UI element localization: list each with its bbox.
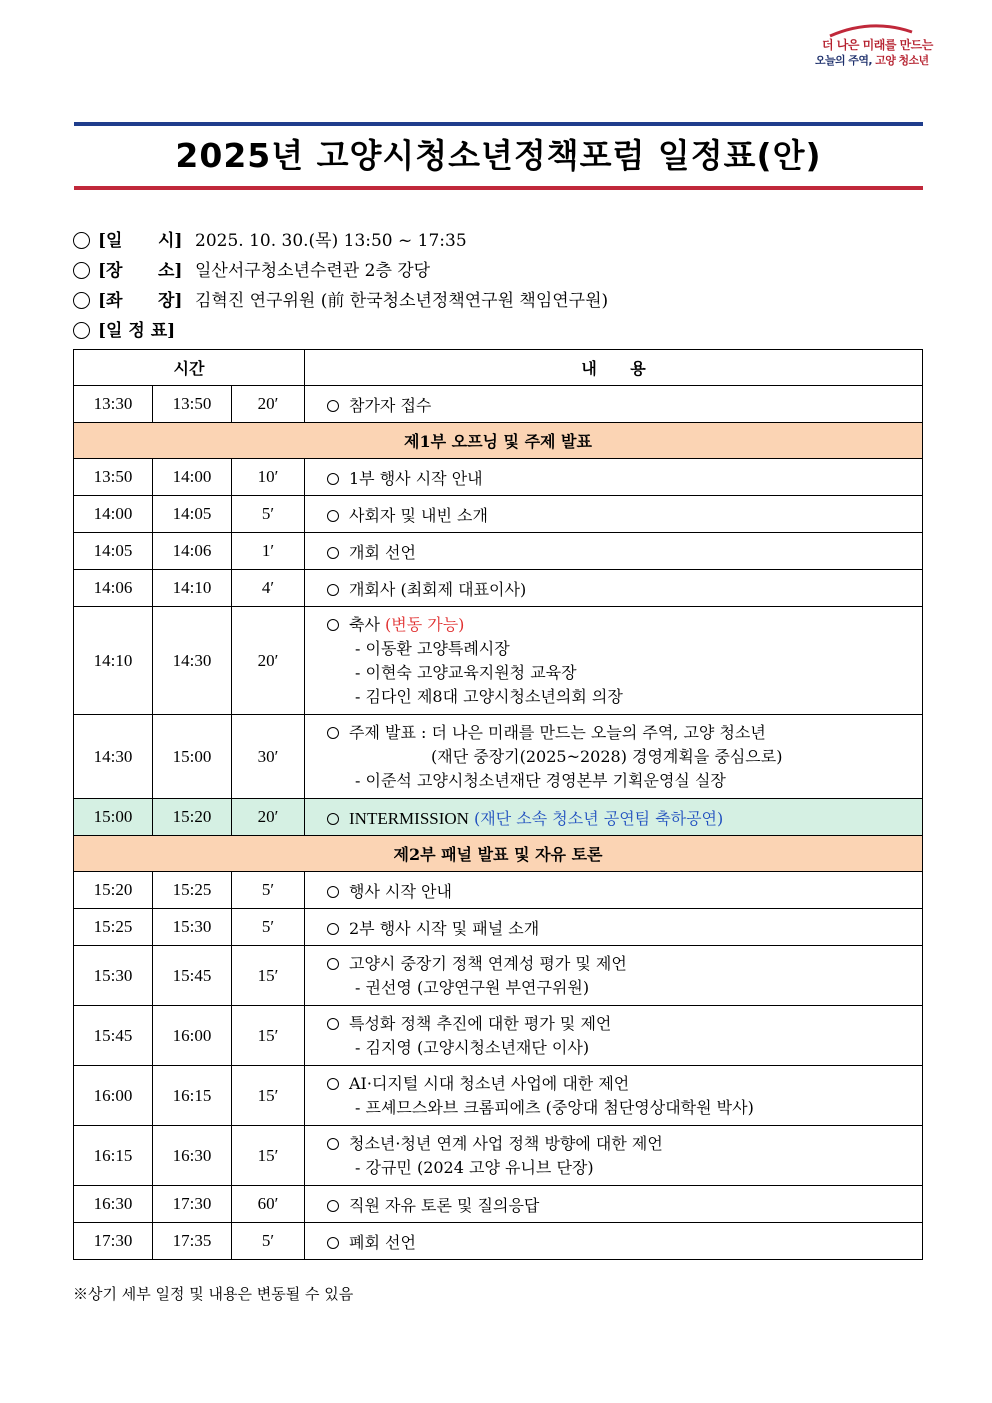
circle-bullet-icon: [327, 727, 339, 739]
circle-bullet-icon: [73, 232, 90, 249]
circle-bullet-icon: [327, 886, 339, 898]
circle-bullet-icon: [327, 1237, 339, 1249]
header-time: 시간: [74, 350, 305, 386]
circle-bullet-icon: [327, 584, 339, 596]
table-row: 14:06 14:10 4′ 개회사 (최회제 대표이사): [74, 570, 923, 607]
logo-slogan-bottom: 오늘의 주역, 고양 청소년: [815, 54, 929, 67]
schedule-table: [73, 349, 923, 1260]
table-row: 16:30 17:30 60′ 직원 자유 토론 및 질의응답: [74, 1186, 923, 1223]
circle-bullet-icon: [327, 1200, 339, 1212]
circle-bullet-icon: [327, 510, 339, 522]
section-header-2: 제2부 패널 발표 및 자유 토론: [74, 836, 923, 872]
table-row: 15:25 15:30 5′ 2부 행사 시작 및 패널 소개: [74, 909, 923, 946]
circle-bullet-icon: [327, 813, 339, 825]
header-content: 내 용: [305, 350, 923, 386]
circle-bullet-icon: [327, 923, 339, 935]
info-schedule: [일 정 표]: [73, 316, 195, 341]
table-row: 13:50 14:00 10′ 1부 행사 시작 안내: [74, 459, 923, 496]
table-row: 16:00 16:15 15′ AI·디지털 시대 청소년 사업에 대한 제언 - 프셰므스와브 크롬피에츠 (중앙대 첨단영상대학원 박사): [74, 1066, 923, 1126]
table-row: 15:30 15:45 15′ 고양시 중장기 정책 연계성 평가 및 제언 - 권선영 (고양연구원 부연구위원): [74, 946, 923, 1006]
table-row: 13:30 13:50 20′ 참가자 접수: [74, 386, 923, 423]
circle-bullet-icon: [73, 262, 90, 279]
table-row: 15:20 15:25 5′ 행사 시작 안내: [74, 872, 923, 909]
table-row-intermission: 15:00 15:20 20′ INTERMISSION (재단 소속 청소년 공연팀 축하공연): [74, 799, 923, 836]
circle-bullet-icon: [327, 1078, 339, 1090]
section-header-1: 제1부 오프닝 및 주제 발표: [74, 423, 923, 459]
table-row-congrats: 14:10 14:30 20′ 축사 (변동 가능) - 이동환 고양특례시장 - 이현숙 고양교육지원청 교육장 - 김다인 제8대 고양시청소년의회 의장: [74, 607, 923, 715]
table-row: 14:05 14:06 1′ 개회 선언: [74, 533, 923, 570]
info-venue: [장 소] 일산서구청소년수련관 2층 강당: [73, 256, 430, 281]
circle-bullet-icon: [73, 292, 90, 309]
circle-bullet-icon: [327, 473, 339, 485]
footnote: ※상기 세부 일정 및 내용은 변동될 수 있음: [73, 1285, 354, 1303]
page-title: 2025년 고양시청소년정책포럼 일정표(안): [175, 136, 822, 175]
table-row: 15:45 16:00 15′ 특성화 정책 추진에 대한 평가 및 제언 - 김지영 (고양시청소년재단 이사): [74, 1006, 923, 1066]
circle-bullet-icon: [327, 400, 339, 412]
circle-bullet-icon: [73, 322, 90, 339]
table-row-keynote: 14:30 15:00 30′ 주제 발표 : 더 나은 미래를 만드는 오늘의 주역, 고양 청소년 (재단 중장기(2025~2028) 경영계획을 중심으로) - 이준석 고양시청소년재단 경영본부 기획운영실 실장: [74, 715, 923, 799]
table-header: [74, 350, 923, 386]
table-row: 16:15 16:30 15′ 청소년·청년 연계 사업 정책 방향에 대한 제언 - 강규민 (2024 고양 유니브 단장): [74, 1126, 923, 1186]
logo-slogan-top: 더 나은 미래를 만드는: [822, 38, 933, 52]
circle-bullet-icon: [327, 1018, 339, 1030]
circle-bullet-icon: [327, 619, 339, 631]
info-datetime: [일 시] 2025. 10. 30.(목) 13:50 ~ 17:35: [73, 226, 467, 251]
table-row: 17:30 17:35 5′ 폐회 선언: [74, 1223, 923, 1260]
circle-bullet-icon: [327, 547, 339, 559]
logo: [812, 20, 933, 68]
title-bottom-rule: [74, 186, 923, 190]
change-note: (변동 가능): [385, 614, 465, 634]
circle-bullet-icon: [327, 1138, 339, 1150]
table-row: 14:00 14:05 5′ 사회자 및 내빈 소개: [74, 496, 923, 533]
circle-bullet-icon: [327, 958, 339, 970]
info-chair: [좌 장] 김혁진 연구위원 (前 한국청소년정책연구원 책임연구원): [73, 286, 608, 311]
